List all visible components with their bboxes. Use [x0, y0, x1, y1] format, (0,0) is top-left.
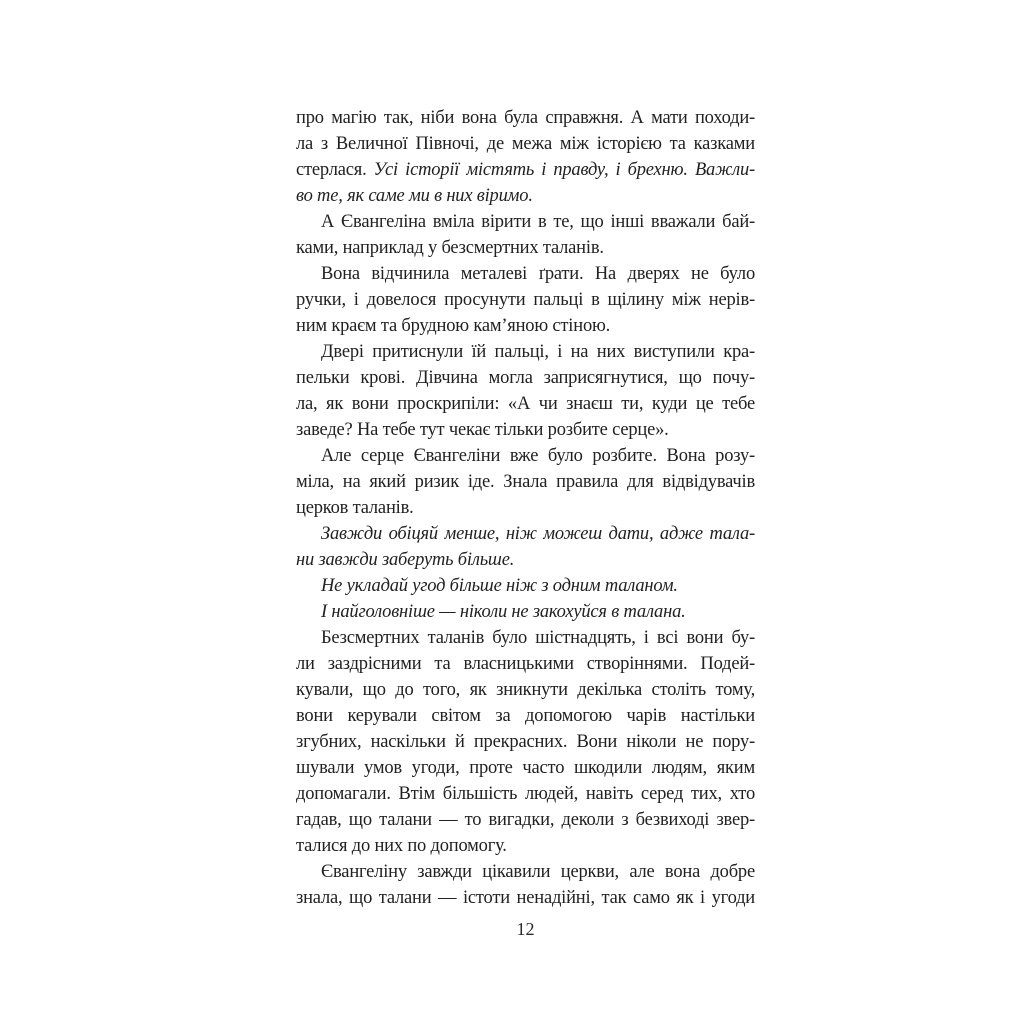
text-line [296, 365, 755, 391]
text-line [296, 469, 755, 495]
text-line [296, 729, 755, 755]
text-segment: ла, як вони проскрипіли: «А чи знаєш ти, куди це тебе [296, 394, 755, 414]
text-segment: заведе? На тебе тут чекає тільки розбите серце». [296, 420, 669, 440]
text-line [296, 339, 755, 365]
text-line [296, 859, 755, 885]
italic-text-segment: Усі історії містять і правду, і брехню. Важли- [373, 160, 755, 180]
text-segment: ла з Величної Півночі, де межа між історією та казками [296, 134, 755, 154]
text-line [296, 703, 755, 729]
text-segment: Євангеліну завжди цікавили церкви, але вона добре [321, 862, 755, 882]
text-line [296, 521, 755, 547]
text-segment: кували, що до того, як зникнути декілька століть тому, [296, 680, 755, 700]
text-segment: ручки, і довелося просунути пальці в щілину між нерів- [296, 290, 755, 310]
text-line [296, 677, 755, 703]
italic-text-segment: Завжди обіцяй менше, ніж можеш дати, адже тала- [321, 524, 755, 544]
text-line [296, 807, 755, 833]
text-segment: пельки крові. Дівчина могла заприсягнутися, що почу- [296, 368, 755, 388]
text-block [296, 105, 755, 911]
text-segment: стерлася. [296, 160, 374, 180]
italic-text-segment: во те, як саме ми в них віримо. [296, 186, 533, 206]
text-line [296, 573, 755, 599]
text-segment: гадав, що талани — то вигадки, деколи з безвиході звер- [296, 810, 755, 830]
text-segment: Безсмертних таланів було шістнадцять, і всі вони бу- [321, 628, 755, 648]
text-line [296, 131, 755, 157]
text-line [296, 235, 755, 261]
text-segment: церков таланів. [296, 498, 414, 518]
text-line [296, 105, 755, 131]
text-segment: вони керували світом за допомогою чарів настільки [296, 706, 755, 726]
text-line [296, 495, 755, 521]
text-segment: допомагали. Втім більшість людей, навіть серед тих, хто [296, 784, 755, 804]
text-segment: ками, наприклад у безсмертних таланів. [296, 238, 604, 258]
text-line [296, 287, 755, 313]
text-line [296, 157, 755, 183]
text-segment: ли заздрісними та власницькими створіннями. Подей- [296, 654, 755, 674]
text-line [296, 391, 755, 417]
text-line [296, 651, 755, 677]
text-segment: шували умов угоди, проте часто шкодили людям, яким [296, 758, 755, 778]
text-line [296, 625, 755, 651]
text-line [296, 833, 755, 859]
text-segment: ним краєм та брудною кам’яною стіною. [296, 316, 611, 336]
text-segment: Але серце Євангеліни вже було розбите. Вона розу- [321, 446, 755, 466]
text-segment: А Євангеліна вміла вірити в те, що інші вважали бай- [321, 212, 755, 232]
italic-text-segment: Не укладай угод більше ніж з одним таланом. [321, 576, 678, 596]
text-line [296, 755, 755, 781]
text-line [296, 183, 755, 209]
text-line [296, 781, 755, 807]
text-line [296, 261, 755, 287]
page-number: 12 [516, 919, 535, 939]
text-segment: Вона відчинила металеві ґрати. На дверях не було [321, 264, 755, 284]
text-segment: талися до них по допомогу. [296, 836, 507, 856]
text-segment: міла, на який ризик іде. Знала правила для відвідувачів [296, 472, 755, 492]
text-line [296, 443, 755, 469]
text-line [296, 417, 755, 443]
text-line [296, 547, 755, 573]
text-line [296, 885, 755, 911]
text-segment: згубних, наскільки й прекрасних. Вони ніколи не пору- [296, 732, 755, 752]
text-segment: Двері притиснули їй пальці, і на них виступили кра- [321, 342, 755, 362]
italic-text-segment: І найголовніше — ніколи не закохуйся в талана. [321, 602, 686, 622]
text-segment: про магію так, ніби вона була справжня. А мати походи- [296, 108, 755, 128]
italic-text-segment: ни завжди заберуть більше. [296, 550, 515, 570]
text-segment: знала, що талани — істоти ненадійні, так само як і угоди [296, 888, 755, 908]
text-line [296, 313, 755, 339]
text-line [296, 209, 755, 235]
text-line [296, 599, 755, 625]
